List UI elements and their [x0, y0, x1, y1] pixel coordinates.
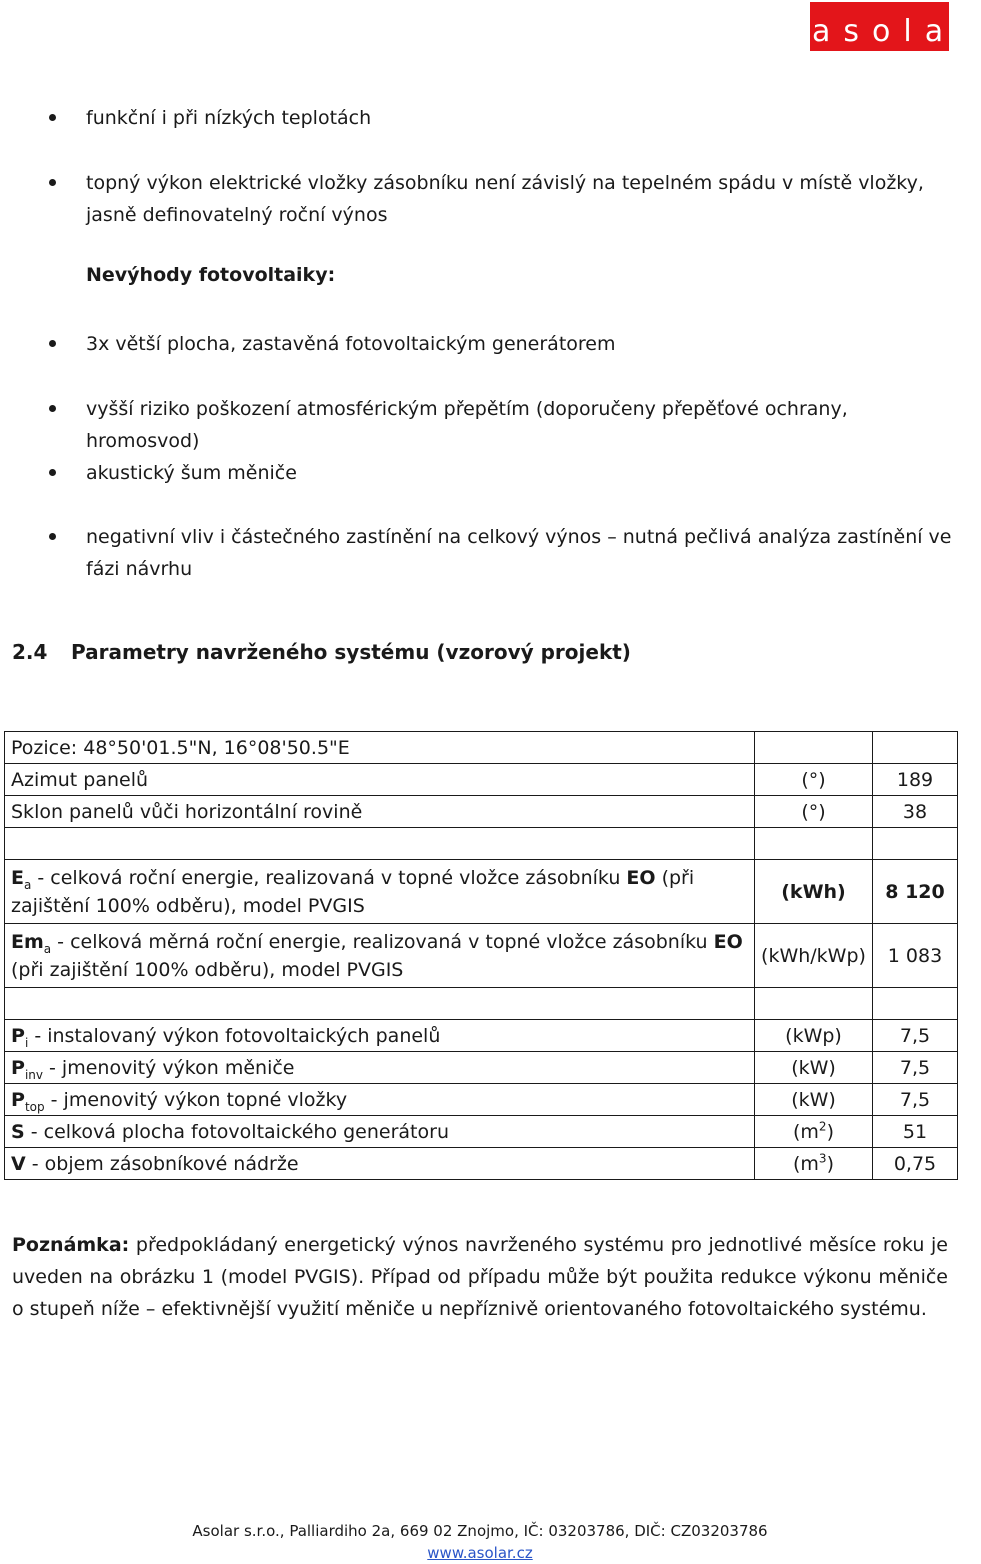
- table-row: [5, 1148, 958, 1180]
- table-cell: 1 083: [873, 924, 958, 988]
- table-cell: (kWh): [755, 860, 873, 924]
- table-cell: 51: [873, 1116, 958, 1148]
- table-row: [5, 828, 958, 860]
- section-heading: [12, 640, 631, 664]
- table-cell: (kWh/kWp): [755, 924, 873, 988]
- table-cell: [755, 988, 873, 1020]
- note-label: Poznámka:: [12, 1234, 130, 1256]
- bullet-icon: [49, 469, 56, 476]
- table-cell: 38: [873, 796, 958, 828]
- bullet-icon: [49, 533, 56, 540]
- table-row: [5, 924, 958, 988]
- table-row: [5, 860, 958, 924]
- table-row: [5, 796, 958, 828]
- table-cell: $P_i$ - instalovaný výkon fotovoltaických panelů: [5, 1020, 755, 1052]
- table-row: [5, 764, 958, 796]
- table-cell: [873, 988, 958, 1020]
- table-cell: V - objem zásobníkové nádrže: [5, 1148, 755, 1180]
- table-row: [5, 1084, 958, 1116]
- table-cell: $(m^2)$: [755, 1116, 873, 1148]
- table-cell: 8 120: [873, 860, 958, 924]
- list-item-text: topný výkon elektrické vložky zásobníku není závislý na tepelném spádu v místě vložky, jasně definovatelný roční výnos: [86, 172, 924, 226]
- table-cell: Azimut panelů: [5, 764, 755, 796]
- parameters-table: [4, 731, 958, 1180]
- table-row: [5, 1052, 958, 1084]
- table-cell: (kW): [755, 1084, 873, 1116]
- table-cell: [873, 828, 958, 860]
- bullet-icon: [49, 179, 56, 186]
- table-cell: [5, 828, 755, 860]
- list-item-text: 3x větší plocha, zastavěná fotovoltaickým generátorem: [86, 333, 616, 355]
- note-paragraph: [12, 1229, 948, 1325]
- table-cell: (kW): [755, 1052, 873, 1084]
- table-row: [5, 988, 958, 1020]
- table-cell: (°): [755, 764, 873, 796]
- table-row: [5, 1020, 958, 1052]
- list-item-text: negativní vliv i částečného zastínění na celkový výnos – nutná pečlivá analýza zastínění ve fázi návrhu: [86, 526, 952, 580]
- list-item: [86, 102, 954, 134]
- list-item-text: vyšší riziko poškození atmosférickým přepětím (doporučeny přepěťové ochrany, hromosvod): [86, 398, 848, 452]
- table-cell: (°): [755, 796, 873, 828]
- table-cell: $(m^3)$: [755, 1148, 873, 1180]
- table-cell: (kWp): [755, 1020, 873, 1052]
- table-cell: 7,5: [873, 1052, 958, 1084]
- list-item: [86, 521, 954, 585]
- table-cell: 7,5: [873, 1020, 958, 1052]
- list-item-text: akustický šum měniče: [86, 462, 297, 484]
- disadvantages-heading: Nevýhody fotovoltaiky:: [86, 264, 336, 286]
- table-cell: $Em_a$ - celková měrná roční energie, realizovaná v topné vložce zásobníku EO (při zajištění 100% odběru), model PVGIS: [5, 924, 755, 988]
- list-item: [86, 457, 954, 489]
- bullet-icon: [49, 405, 56, 412]
- company-logo: asolar: [810, 2, 949, 51]
- footer-website-link[interactable]: www.asolar.cz: [427, 1544, 533, 1562]
- table-row: [5, 732, 958, 764]
- list-item: [86, 328, 954, 360]
- list-item: [86, 167, 954, 231]
- table-cell: $P_{inv}$ - jmenovitý výkon měniče: [5, 1052, 755, 1084]
- table-cell: [873, 732, 958, 764]
- list-item-text: funkční i při nízkých teplotách: [86, 107, 372, 129]
- section-title: Parametry navrženého systému (vzorový projekt): [71, 640, 631, 664]
- table-cell: $P_{top}$ - jmenovitý výkon topné vložky: [5, 1084, 755, 1116]
- table-cell: Sklon panelů vůči horizontální rovině: [5, 796, 755, 828]
- page-footer: [0, 1520, 960, 1564]
- section-number: 2.4: [12, 640, 48, 664]
- footer-company: Asolar s.r.o., Palliardiho 2a, 669 02 Znojmo, IČ: 03203786, DIČ: CZ03203786: [192, 1522, 768, 1540]
- position-text: Pozice: 48°50'01.5"N, 16°08'50.5"E: [11, 736, 350, 759]
- table-cell: $E_a$ - celková roční energie, realizovaná v topné vložce zásobníku EO (při zajištění 100% odběru), model PVGIS: [5, 860, 755, 924]
- bullet-icon: [49, 340, 56, 347]
- list-item: [86, 393, 954, 457]
- table-cell: 0,75: [873, 1148, 958, 1180]
- table-cell: [5, 988, 755, 1020]
- table-cell: [755, 828, 873, 860]
- table-cell: S - celková plocha fotovoltaického generátoru: [5, 1116, 755, 1148]
- table-cell: [5, 732, 755, 764]
- table-cell: 7,5: [873, 1084, 958, 1116]
- note-text: předpokládaný energetický výnos navrženého systému pro jednotlivé měsíce roku je uveden na obrázku 1 (model PVGIS). Případ od případu může být použita redukce výkonu měniče o stupeň níže – efektivnější využití měniče u nepříznivě orientovaného fotovoltaického systému.: [12, 1234, 948, 1320]
- table-row: [5, 1116, 958, 1148]
- bullet-icon: [49, 114, 56, 121]
- table-cell: 189: [873, 764, 958, 796]
- table-cell: [755, 732, 873, 764]
